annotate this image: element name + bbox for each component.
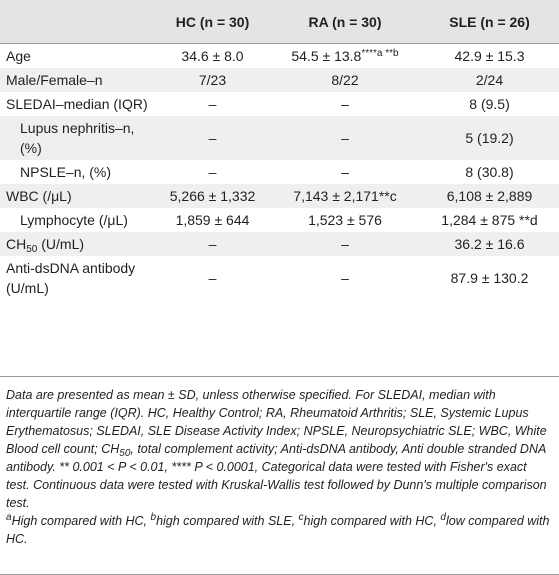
row-label: Male/Female–n (0, 68, 155, 92)
footnote-mark-b: b (150, 512, 157, 523)
cell-ra-value: 54.5 ± 13.8 (291, 48, 362, 64)
row-label-subscript: 50 (26, 244, 38, 255)
footnote-text-a: Data are presented as mean ± SD, unless otherwise specified. For SLEDAI, median with interquartile range (IQR). HC, Healthy Control; RA, Rheumatoid Arthritis; SLE, Systemic Lupus Erythematosus; SLEDAI, SLE Disease Activity Index; NPSLE, Neuropsychiatric SLE; WBC, White Blood cell count; CH (6, 388, 547, 456)
row-label: Lupus nephritis–n, (%) (0, 116, 155, 160)
cell-sle: 8 (9.5) (469, 96, 510, 112)
table-row-lupus-nephritis (0, 116, 559, 160)
cell-hc: – (155, 232, 270, 256)
footnote-paragraph (6, 386, 551, 512)
row-label (0, 232, 155, 256)
footnote-a-text: High compared with HC, (11, 514, 151, 528)
cell-ra: – (270, 116, 420, 160)
cell-ra (270, 44, 420, 69)
row-label: WBC (/μL) (0, 184, 155, 208)
cell-ra-significance: ****a **b (361, 48, 399, 59)
cell-ra: – (341, 164, 349, 180)
cell-hc: 1,859 ± 644 (175, 212, 250, 228)
table-footnote (6, 386, 551, 548)
header-ra: RA (n = 30) (270, 0, 420, 44)
header-row (0, 0, 559, 44)
cell-hc: 7/23 (155, 68, 270, 92)
header-sle: SLE (n = 26) (420, 0, 559, 44)
cell-hc: – (208, 96, 217, 112)
footnote-letters (6, 512, 551, 548)
cell-hc: – (155, 116, 270, 160)
cell-hc: 34.6 ± 8.0 (181, 48, 244, 64)
cell-ra: – (341, 96, 349, 112)
cell-ra: – (341, 270, 349, 286)
row-label-rest: (U/mL) (37, 236, 85, 252)
table-row-sex (0, 68, 559, 92)
table-row-sledai (0, 92, 559, 116)
row-label: Anti-dsDNA antibody (U/mL) (6, 260, 136, 296)
table-row-lymphocyte (0, 208, 559, 232)
cell-ra: – (270, 232, 420, 256)
footnote-text-b: , total complement activity; Anti-dsDNA antibody, Anti double stranded DNA antibody. ** 0.001 < P < 0.01, **** P < 0.0001, Categorical data were tested with Fisher's exact test. Continuous data were tested with Kruskal-Wallis test followed by Dunn's multiple comparison test. (6, 442, 547, 510)
footnote-b-text: high compared with SLE, (156, 514, 299, 528)
table-row-age (0, 44, 559, 69)
cell-hc: – (208, 164, 217, 180)
footnote-d-text: low compared with HC. (6, 514, 550, 546)
footnote-subscript: 50 (119, 448, 131, 459)
cell-ra: 7,143 ± 2,171**c (270, 184, 420, 208)
cell-sle: 1,284 ± 875 **d (441, 212, 538, 228)
row-label: SLEDAI–median (IQR) (6, 96, 148, 112)
cell-ra: 1,523 ± 576 (308, 212, 382, 228)
row-label: Age (6, 48, 31, 64)
table-row-ch50 (0, 232, 559, 256)
footnote-c-text: high compared with HC, (303, 514, 441, 528)
table-row-wbc (0, 184, 559, 208)
footnote-mark-d: d (440, 512, 446, 523)
cell-hc: 5,266 ± 1,332 (155, 184, 270, 208)
table-row-anti-dsdna (0, 256, 559, 300)
cell-ra: 8/22 (270, 68, 420, 92)
cell-sle: 6,108 ± 2,889 (420, 184, 559, 208)
header-hc: HC (n = 30) (155, 0, 270, 44)
footnote-mark-a: a (6, 512, 12, 523)
table-bottom-rule (0, 376, 559, 377)
header-blank (0, 0, 155, 44)
cell-sle: 8 (30.8) (465, 164, 514, 180)
row-label: NPSLE–n, (%) (20, 164, 112, 180)
row-label-main: CH (6, 236, 27, 252)
footnote-mark-c: c (298, 512, 304, 523)
row-label: Lymphocyte (/μL) (20, 212, 128, 228)
table-row-npsle (0, 160, 559, 184)
cell-sle: 42.9 ± 15.3 (454, 48, 525, 64)
cell-hc: – (208, 270, 217, 286)
cell-sle: 2/24 (420, 68, 559, 92)
cell-sle: 5 (19.2) (420, 116, 559, 160)
cell-sle: 87.9 ± 130.2 (450, 270, 529, 286)
cell-sle: 36.2 ± 16.6 (420, 232, 559, 256)
